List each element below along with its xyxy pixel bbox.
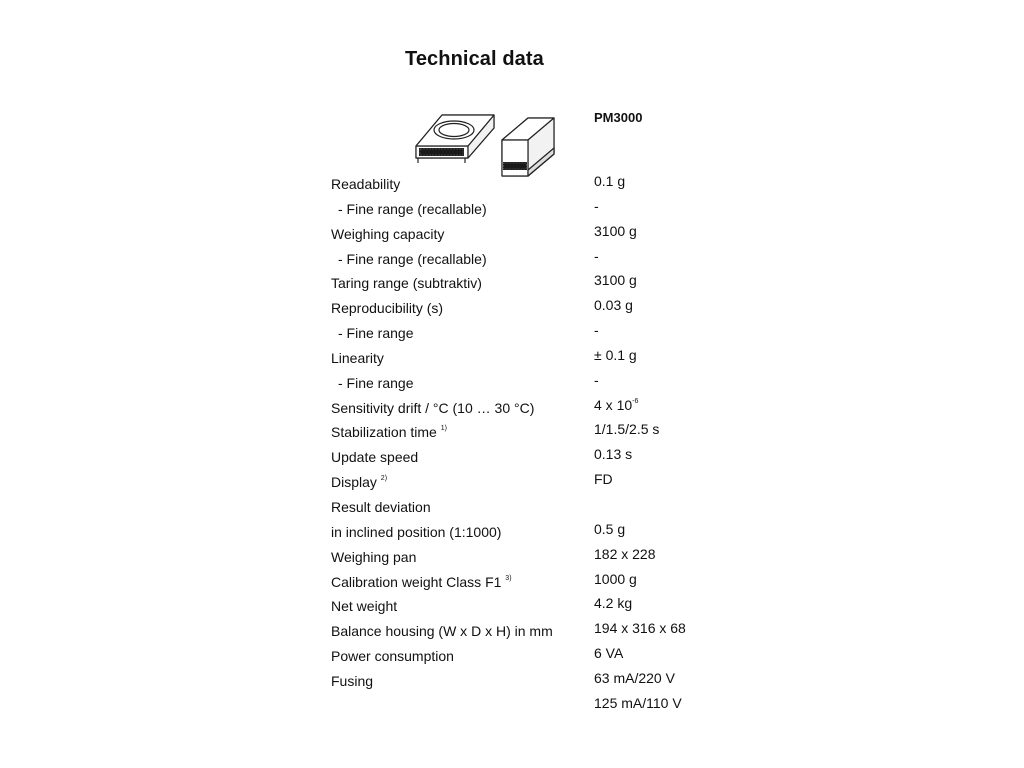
spec-value-text: - [594, 322, 599, 339]
spec-value-text: 63 mA/220 V [594, 669, 675, 686]
spec-label [331, 648, 454, 664]
square-pan-balance-drawing [502, 118, 554, 176]
spec-label [331, 400, 534, 416]
spec-value-text: 1000 g [594, 570, 637, 587]
spec-value-text: 0.5 g [594, 520, 626, 537]
spec-row [331, 322, 731, 347]
spec-label-text: Weighing pan [331, 548, 417, 565]
spec-row [331, 695, 731, 720]
spec-label-text: Weighing capacity [331, 225, 445, 242]
spec-row [331, 620, 731, 645]
spec-label [338, 201, 487, 217]
spec-label-text: Update speed [331, 449, 419, 466]
spec-value [594, 620, 686, 636]
spec-value [594, 173, 625, 189]
spec-row [331, 571, 731, 596]
spec-label-text: Fusing [331, 672, 374, 689]
spec-row [331, 372, 731, 397]
spec-row [331, 471, 731, 496]
spec-value [594, 695, 682, 711]
spec-label-text: Calibration weight Class F1 [331, 573, 502, 590]
spec-label-text: Stabilization time [331, 424, 437, 441]
spec-row [331, 397, 731, 422]
spec-label-text: Linearity [331, 349, 384, 366]
spec-row [331, 297, 731, 322]
footnote-marker: 3) [505, 574, 512, 582]
spec-label [338, 325, 413, 341]
spec-label-text: Readability [331, 176, 401, 192]
spec-label-text: Power consumption [331, 648, 454, 665]
round-pan-balance-drawing [416, 115, 494, 163]
spec-row [331, 248, 731, 273]
spec-label-text: Taring range (subtraktiv) [331, 275, 482, 292]
spec-table [331, 173, 731, 720]
spec-label-text: Reproducibility (s) [331, 300, 444, 317]
spec-label-text: Display [331, 474, 377, 491]
spec-value-text: FD [594, 471, 613, 488]
spec-value [594, 372, 599, 388]
spec-label-text: - Fine range [338, 374, 414, 391]
spec-value-text: ± 0.1 g [594, 346, 637, 363]
spec-value [594, 546, 656, 562]
spec-label [331, 449, 418, 465]
spec-label-text: Balance housing (W x D x H) in mm [331, 623, 553, 640]
footnote-marker: 1) [440, 425, 447, 433]
spec-label [331, 226, 444, 242]
spec-value [594, 521, 625, 537]
spec-row [331, 496, 731, 521]
spec-label [338, 375, 413, 391]
spec-value [594, 670, 675, 686]
spec-label [331, 176, 400, 192]
spec-value [594, 223, 637, 239]
exponent: -6 [632, 397, 639, 405]
spec-value [594, 347, 637, 363]
spec-label [331, 549, 416, 565]
spec-value-text: - [594, 371, 599, 388]
spec-value-text: 4 x 10 [594, 396, 633, 413]
spec-value [594, 595, 632, 611]
spec-value-text: 3100 g [594, 272, 637, 289]
spec-row [331, 546, 731, 571]
spec-label [331, 673, 373, 689]
spec-label-text: - Fine range [338, 325, 414, 342]
spec-row [331, 223, 731, 248]
spec-label-text: Net weight [331, 598, 398, 615]
spec-value-text: 182 x 228 [594, 545, 656, 562]
spec-value [594, 272, 637, 288]
spec-row [331, 198, 731, 223]
spec-value [594, 421, 659, 437]
spec-value [594, 446, 632, 462]
spec-value [594, 322, 599, 338]
spec-label [331, 300, 443, 316]
spec-label [331, 350, 384, 366]
spec-value-text: 0.1 g [594, 173, 626, 189]
spec-value-text: 125 mA/110 V [594, 694, 682, 711]
spec-row [331, 347, 731, 372]
spec-label [331, 524, 501, 540]
spec-value-text: 4.2 kg [594, 595, 633, 612]
balance-illustration [410, 110, 560, 182]
spec-row [331, 670, 731, 695]
spec-row [331, 521, 731, 546]
spec-label [331, 275, 482, 291]
spec-value-text: 3100 g [594, 222, 637, 239]
spec-label [331, 474, 387, 490]
spec-value-text: 194 x 316 x 68 [594, 620, 686, 637]
spec-value [594, 397, 638, 413]
spec-label [338, 251, 487, 267]
spec-label [331, 598, 397, 614]
spec-value [594, 571, 637, 587]
spec-value [594, 198, 599, 214]
spec-value-text: 0.13 s [594, 446, 633, 463]
spec-row [331, 421, 731, 446]
spec-value [594, 471, 613, 487]
spec-value-text: - [594, 247, 599, 264]
spec-value [594, 248, 599, 264]
spec-value [594, 297, 633, 313]
spec-row [331, 272, 731, 297]
spec-row [331, 645, 731, 670]
spec-value-text: 6 VA [594, 645, 624, 662]
spec-value-text: 0.03 g [594, 297, 633, 314]
spec-label [331, 574, 512, 590]
page-title: Technical data [405, 48, 544, 70]
spec-label-text: - Fine range (recallable) [338, 250, 487, 267]
spec-row [331, 595, 731, 620]
footnote-marker: 2) [380, 475, 388, 483]
spec-label-text: Sensitivity drift / °C (10 … 30 °C) [331, 399, 535, 416]
spec-label [331, 499, 431, 515]
spec-label-text: - Fine range (recallable) [338, 200, 487, 217]
spec-label [331, 424, 447, 440]
spec-value [594, 645, 623, 661]
spec-row [331, 446, 731, 471]
spec-label [331, 623, 553, 639]
spec-label-text: in inclined position (1:1000) [331, 523, 502, 540]
spec-value-text: 1/1.5/2.5 s [594, 421, 660, 438]
spec-label-text: Result deviation [331, 498, 431, 515]
spec-row [331, 173, 731, 198]
model-name: PM3000 [594, 110, 643, 125]
balance-icon [410, 110, 560, 182]
spec-value-text: - [594, 197, 599, 214]
